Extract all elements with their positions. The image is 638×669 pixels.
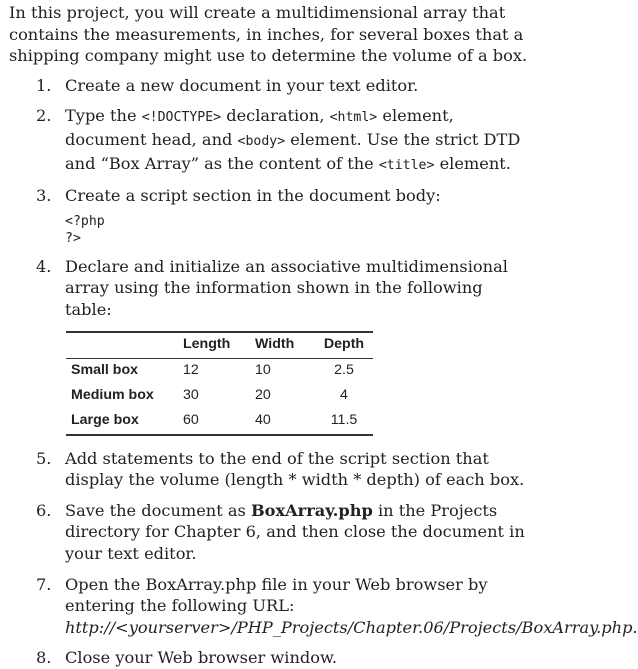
step-text: Create a new document in your text editor. xyxy=(65,75,419,95)
step-number: 8. xyxy=(36,648,52,668)
step-number: 7. xyxy=(36,574,52,594)
code-body: <body> xyxy=(237,133,286,149)
code-title: <title> xyxy=(378,157,435,173)
url-text: http://<yourserver>/PHP_Projects/Chapter.06/Projects/BoxArray.php. xyxy=(65,617,638,637)
table-header: Width xyxy=(255,336,295,353)
step-2 xyxy=(9,105,532,176)
step-text: Add statements to the end of the script section that display the volume (length * width * depth) of each box. xyxy=(65,448,525,490)
table-cell: 60 xyxy=(183,412,199,429)
table-cell: 40 xyxy=(255,412,271,429)
filename: BoxArray.php xyxy=(250,500,373,520)
table-header: Depth xyxy=(323,336,365,353)
row-label: Large box xyxy=(71,412,139,429)
step-7 xyxy=(9,574,638,639)
step-number: 5. xyxy=(36,448,52,468)
php-code-block: <?php ?> xyxy=(65,213,105,246)
code-doctype: <!DOCTYPE> xyxy=(141,110,222,126)
table-row xyxy=(66,384,373,409)
step-text: Open the BoxArray.php file in your Web browser by entering the following URL: http://<yourserver>/PHP_Projects/Chapter.06/Projects/BoxArray.php. xyxy=(65,574,638,637)
step-text: Create a script section in the document body: xyxy=(65,186,441,206)
row-label: Small box xyxy=(71,362,139,379)
table-cell: 2.5 xyxy=(334,362,354,379)
table-row xyxy=(66,409,373,435)
step-number: 4. xyxy=(36,256,52,276)
code-html: <html> xyxy=(329,110,378,126)
step-text: Save the document as BoxArray.php in the Projects directory for Chapter 6, and then close the document in your text editor. xyxy=(65,500,525,563)
step-number: 6. xyxy=(36,500,52,520)
box-dimensions-table xyxy=(66,331,373,436)
table-header-row xyxy=(66,332,373,359)
step-3 xyxy=(9,185,532,247)
step-1 xyxy=(9,75,532,97)
table-cell: 4 xyxy=(340,387,348,404)
table-cell: 11.5 xyxy=(330,412,358,429)
step-text: Close your Web browser window. xyxy=(65,648,338,668)
step-text: Type the <!DOCTYPE> declaration, <html> element, document head, and <body> element. Use the strict DTD and “Box Array” as the content of the <title> element. xyxy=(65,106,521,173)
table-cell: 30 xyxy=(183,387,199,404)
step-number: 3. xyxy=(36,186,52,206)
step-text: Declare and initialize an associative multidimensional array using the information shown in the following table: xyxy=(65,256,508,319)
table-cell: 10 xyxy=(255,362,271,379)
step-number: 1. xyxy=(36,75,52,95)
intro-paragraph: In this project, you will create a multidimensional array that contains the measurements, in inches, for several boxes that a shipping company might use to determine the volume of a box. xyxy=(9,3,528,66)
step-8 xyxy=(9,647,532,669)
table-header: Length xyxy=(183,336,231,353)
step-number: 2. xyxy=(36,106,52,126)
row-label: Medium box xyxy=(71,387,154,404)
step-4 xyxy=(9,256,532,321)
table-header xyxy=(66,332,183,359)
step-5 xyxy=(9,448,532,491)
table-cell: 12 xyxy=(183,362,199,379)
table-cell: 20 xyxy=(255,387,271,404)
table-row xyxy=(66,358,373,384)
step-6 xyxy=(9,500,532,565)
